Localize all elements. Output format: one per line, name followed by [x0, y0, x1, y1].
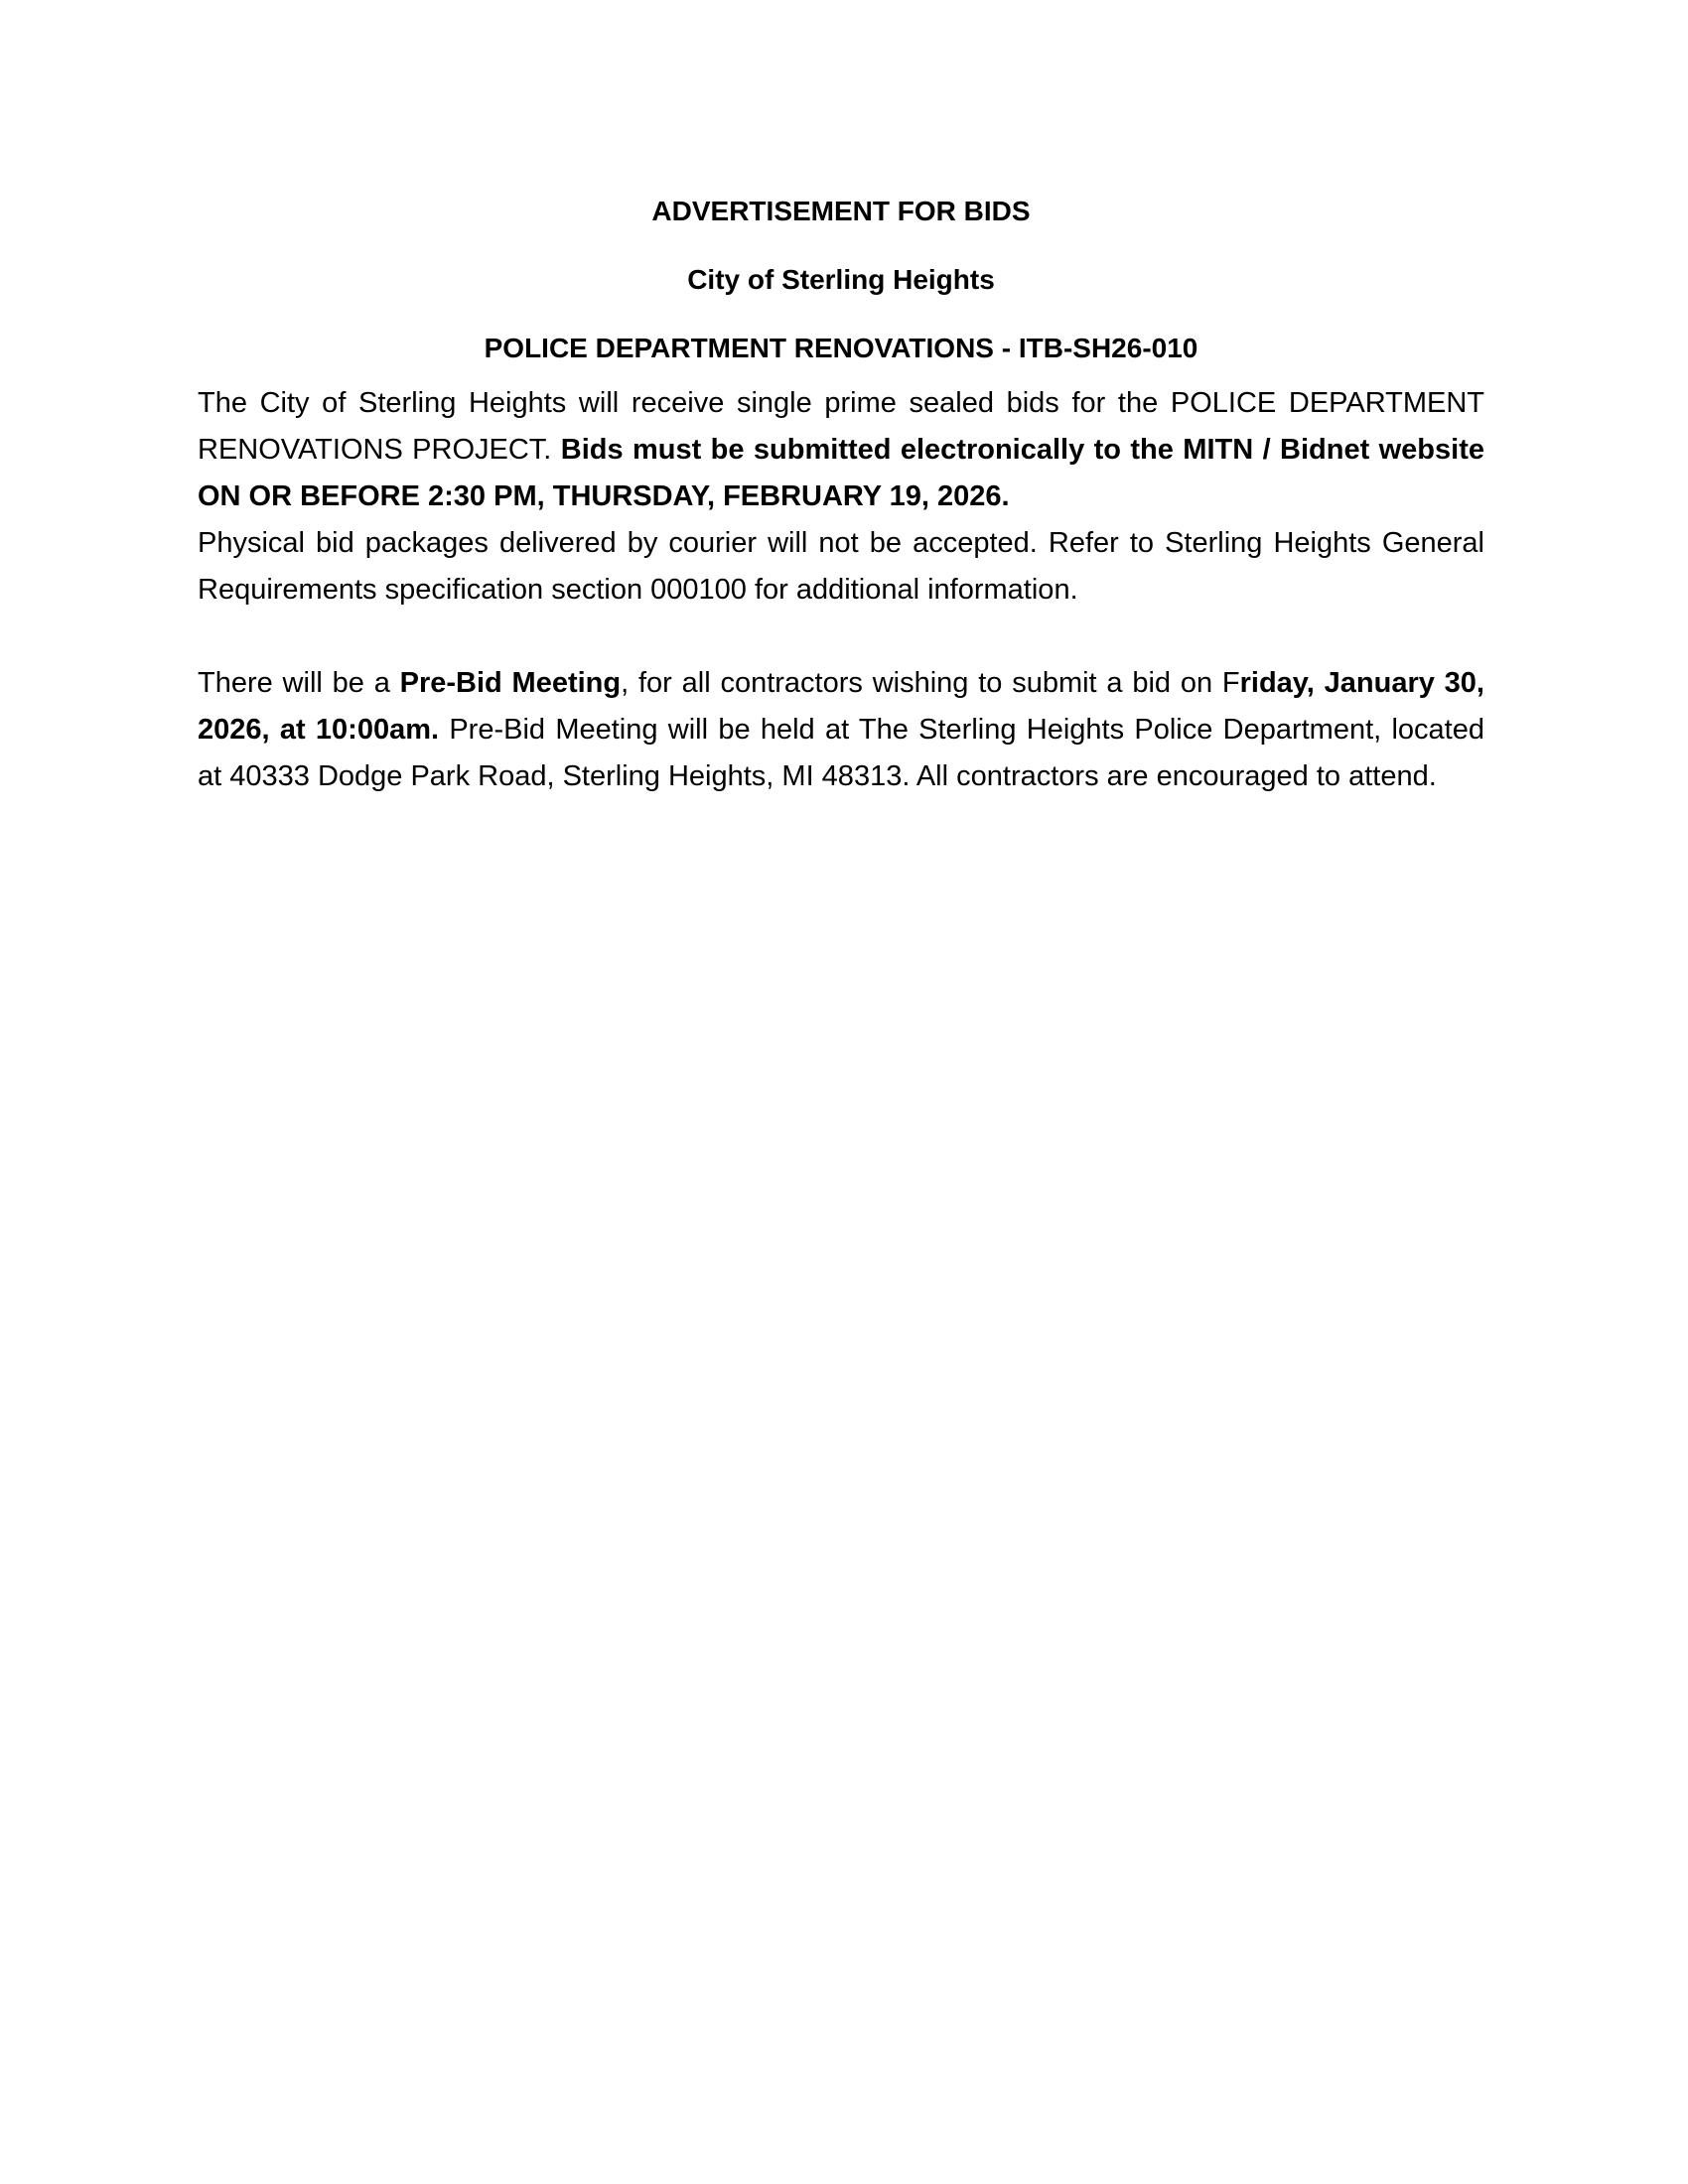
pre-bid-meeting-label: Pre-Bid Meeting	[399, 667, 622, 699]
bid-submission-paragraph	[198, 380, 1484, 614]
project-title: POLICE DEPARTMENT RENOVATIONS - ITB-SH26-010	[484, 333, 1198, 363]
pre-bid-lead-text: There will be a	[198, 667, 400, 699]
pre-bid-mid-text: , for all contractors wishing to submit a bid on F	[621, 667, 1240, 699]
pre-bid-meeting-paragraph	[198, 660, 1484, 800]
bid-deadline-text: Bids must be submitted electronically to the MITN / Bidnet website ON OR BEFORE 2:30 PM, THURSDAY, FEBRUARY 19, 2026.	[198, 434, 1484, 512]
pre-bid-meeting-date: riday, January 30, 2026, at 10:00am.	[198, 667, 1484, 746]
courier-notice-text: Physical bid packages delivered by courier will not be accepted. Refer to Sterling Heights General Requirements specification section 000100 for additional information.	[198, 527, 1484, 606]
document-content	[198, 195, 1484, 800]
document-title: ADVERTISEMENT FOR BIDS	[651, 196, 1031, 226]
pre-bid-details-text: Pre-Bid Meeting will be held at The Sterling Heights Police Department, located at 40333 Dodge Park Road, Sterling Heights, MI 48313. All contractors are encouraged to attend.	[198, 714, 1484, 792]
city-name: City of Sterling Heights	[687, 264, 995, 295]
bid-intro-text: The City of Sterling Heights will receive single prime sealed bids for the POLICE DEPARTMENT RENOVATIONS PROJECT.	[198, 387, 1484, 466]
